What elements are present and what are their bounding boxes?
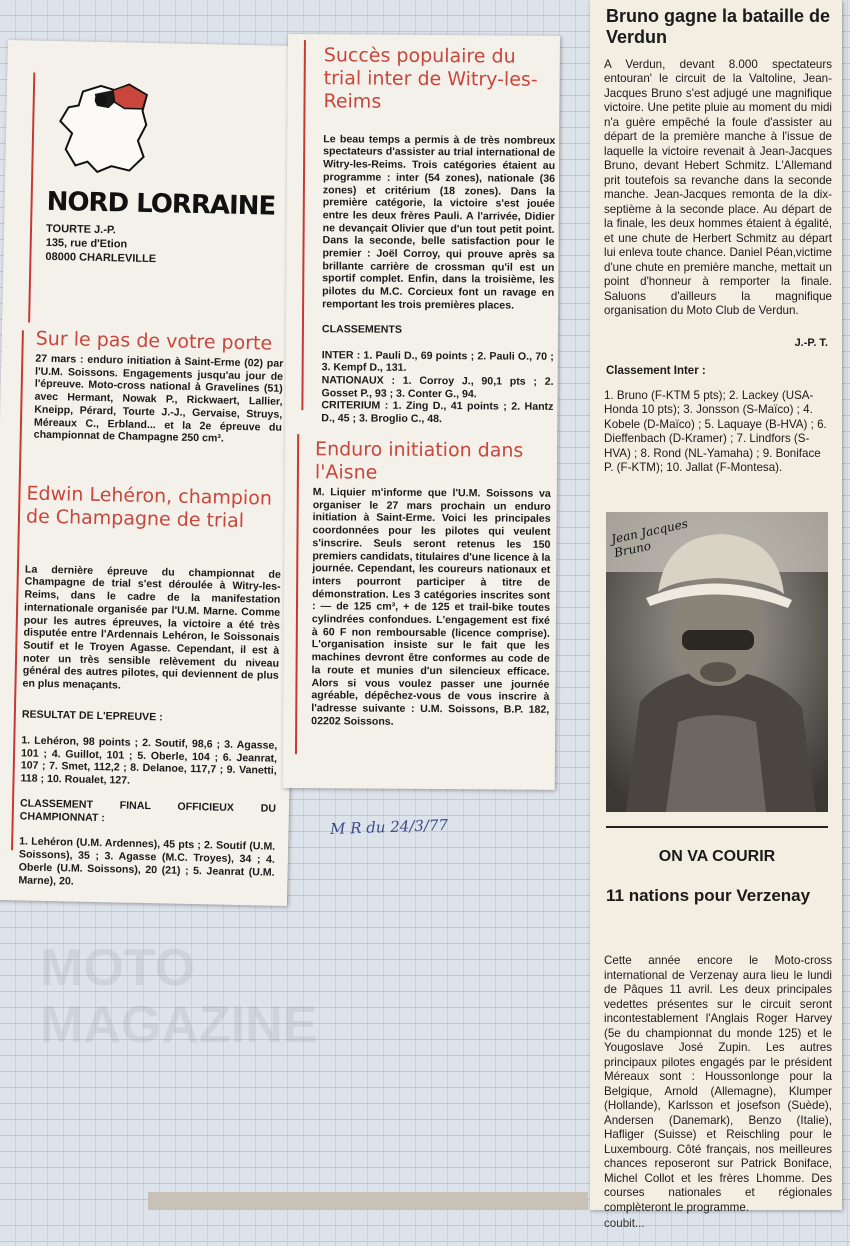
section-body-leheron — [18, 550, 281, 904]
red-margin-rule — [28, 73, 35, 323]
torn-paper-strip — [148, 1192, 588, 1210]
cut-off-line: coubit... — [604, 1217, 645, 1231]
section-body-witry — [321, 120, 555, 439]
red-margin-rule — [301, 40, 306, 410]
rider-portrait-image — [606, 512, 828, 812]
article-paragraph: La dernière épreuve du championnat de Champagne de trial s'est déroulée à Witry-les-Reims, dans le cadre de la manifestation internationale organisée par l'U.M. Marne. Comme pour les autres épreuves, la victoire a été très disputée entre l'Ardennais Lehéron, le Soissonais Soutif et le Troyen Agasse. Cependant, il est à noter un très sensible relèvement du niveau général des autres pilotes, qui deviennent de plus en plus menaçants. — [22, 563, 281, 692]
clipping-verdun — [590, 0, 842, 1231]
red-margin-rule — [295, 434, 299, 754]
rider-photo — [606, 512, 828, 812]
article-paragraph: Cette année encore le Moto-cross international de Verzenay aura lieu le lundi de Pâques 11 avril. Les deux principales vedettes présentes sur le circuit seront incontestablement l'Anglais Roger Harvey (5e du championnat du monde 125) et le Yougoslave José Zupin. Les autres principaux pilotes engagés par le président Méreaux sont : Houssonlonge pour la Belgique, Arnold (Allemagne), Klumper (Hollande), Karlsson et josefson (Suède), Andersen (Danemark), Benzo (Italie), Hafliger (Suisse) et Reischling pour le Luxembourg. Côté français, nos meilleures chances reposeront sur Patrick Boniface, Michel Collot et les frères Lhomme. Des courses nationales et régionales complèteront le programme. — [604, 954, 832, 1214]
final-standings-heading: CLASSEMENT FINAL OFFICIEUX DU CHAMPIONNAT : — [19, 797, 277, 825]
section-title-sur-le-pas: Sur le pas de votre porte — [35, 327, 273, 355]
article-body-verzenay — [604, 940, 832, 1246]
author-signature: J.-P. T. — [794, 337, 828, 349]
ranking-title: Classement Inter : — [606, 365, 706, 377]
author-address: TOURTE J.-P. 135, rue d'Etion 08000 CHARLEVILLE — [45, 222, 157, 265]
classements-list: INTER : 1. Pauli D., 69 points ; 2. Pauli O., 70 ; 3. Kempf D., 131. NATIONAUX : 1. Corroy J., 90,1 pts ; 2. Gosset P., 93 ; 3. Conter G., 94. CRITERIUM : 1. Zing D., 41 points ; 2. Hantz D., 45 ; 3. Broglio C., 48. — [321, 348, 554, 426]
section-title-enduro: Enduro initiation dans l'Aisne — [314, 438, 524, 484]
handwritten-date-note: M R du 24/3/77 — [329, 815, 449, 839]
article-paragraph: Le beau temps a permis à de très nombreux spectateurs d'assister au trial international de Witry-les-Reims. Trois catégories étaient au programme : inter (54 zones), nationale (36 zones) et critérium (18 zones). Dans la première catégorie, la victoire s'est jouée entre les deux frères Pauli. A l'arrivée, Didier ne devançait Olivier que d'un tout petit point. Dans la seconde, belle satisfaction pour le premier : Joël Corroy, qui prouve après sa brillante carrière de crossman qu'il est un sportif complet. Enfin, dans la troisième, les pilotes du M.C. Corcieux font un ravage en remportant les trois premières places. — [322, 132, 556, 312]
section-body-enduro: M. Liquier m'informe que l'U.M. Soissons va organiser le 27 mars prochain un enduro initiation à Saint-Erme. Voici les principales coordonnées pour les pilotes qui veulent s'inscrire. Seuls seront retenus les 150 premiers candidats, titulaires d'une licence à la journée. Cependant, les coureurs nationaux et inters pourront participer à titre de démonstration. Les 3 catégories inscrites sont : — de 125 cm³, + de 125 et trail-bike toutes cylindrées confondues. L'engagement est fixé à 60 F non remboursable (licence comprise). L'organisation insiste sur le fait que les machines devront être conformes au code de la route et munies d'un silencieux efficace. Alors si vous voulez passer une journée agréable, dépêchez-vous de vous inscrire à l'adresse suivante : U.M. Soissons, B.P. 182, 02202 Soissons. — [311, 486, 551, 728]
article-title-verzenay: 11 nations pour Verzenay — [606, 886, 811, 905]
results-list: 1. Lehéron, 98 points ; 2. Soutif, 98,6 ; 3. Agasse, 101 ; 4. Guillot, 101 ; 5. Oberle, 104 ; 6. Jeanrat, 107 ; 7. Smet, 112,2 ; 8. Delanoe, 117,7 ; 9. Vanetti, 118 ; 10. Roualet, 127. — [20, 734, 278, 787]
divider-rule — [606, 826, 828, 828]
section-body-sur-le-pas: 27 mars : enduro initiation à Saint-Erme (02) par l'U.M. Soissons. Engagements jusqu'au jour de l'épreuve. Moto-cross national à Gravelines (51) avec Hermant, Nowak P., Rickwaert, Lallier, Kneipp, Pérard, Tourte J.-J., Gervaise, Struys, Méreaux C., Erbland... et la 2e épreuve du championnat de Champagne 250 cm³. — [33, 352, 284, 445]
faded-background-print: MOTO MAGAZINE — [40, 939, 318, 1055]
classements-heading: CLASSEMENTS — [321, 323, 403, 337]
article-title-verdun: Bruno gagne la bataille de Verdun — [606, 6, 831, 47]
section-title-witry: Succès populaire du trial inter de Witry-les-Reims — [323, 44, 538, 113]
ranking-list: 1. Bruno (F-KTM 5 pts); 2. Lackey (USA-Honda 10 pts); 3. Jonsson (S-Maïco) ; 4. Kobele (D-Maïco) ; 5. Laquaye (B-HVA) ; 6. Dieffenbach (D-Kramer) ; 7. Lindfors (S-HVA) ; 8. Rond (NL-Yamaha) ; 9. Boniface P. (F-KTM); 10. Jallat (F-Montesa). — [604, 389, 827, 475]
final-standings-list: 1. Lehéron (U.M. Ardennes), 45 pts ; 2. Soutif (U.M. Soissons), 35 ; 3. Agasse (M.C. Troyes), 34 ; 4. Oberle (U.M. Soissons), 20 (21) ; 5. Jeanrat (U.M. Marne), 20. — [18, 835, 276, 888]
results-heading: RESULTAT DE L'EPREUVE : — [21, 708, 163, 724]
kicker-on-va-courir: ON VA COURIR — [658, 848, 776, 865]
column-title: NORD LORRAINE — [46, 186, 276, 222]
photo-autograph: Jean Jacques Bruno — [609, 516, 690, 560]
article-body-verdun: A Verdun, devant 8.000 spectateurs entouran' le circuit de la Valtoline, Jean-Jacques Bruno s'est adjugé une magnifique victoire. Une petite pluie au moment du midi n'a guère empêché la foule d'assister au départ de la première manche à l'issue de laquelle la victoire revenait à Jean-Jacques Bruno, devant Hebert Schmitz. L'Allemand prit toutefois sa revanche dans la seconde manche. Jean-Jacques remonta de la dix-septième à la seconde place. Au départ de la finale, les deux hommes étaient à égalité, et une chute de Herbert Schmitz au départ lui enleva toute chance. Daniel Péan,victime d'une chute en première manche, mettait un point d'honneur à remporter la finale. Saluons d'ailleurs la magnifique organisation du Moto Club de Verdun. — [604, 58, 832, 318]
clipping-witry-trial — [283, 34, 560, 790]
section-title-leheron: Edwin Lehéron, champion de Champagne de trial — [25, 482, 273, 532]
clipping-nord-lorraine — [0, 40, 305, 906]
france-map-icon — [53, 77, 155, 179]
